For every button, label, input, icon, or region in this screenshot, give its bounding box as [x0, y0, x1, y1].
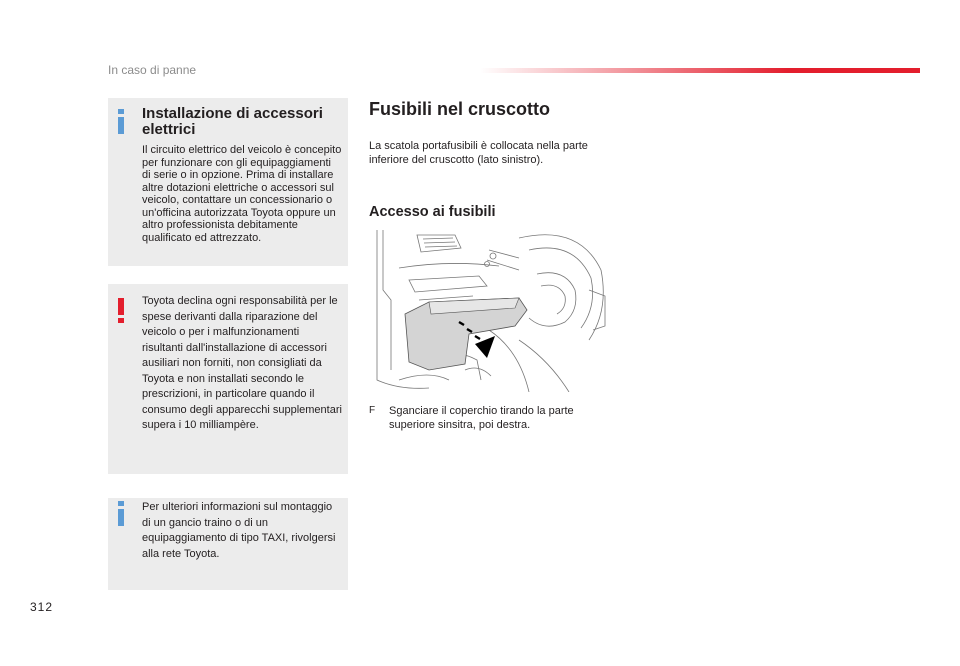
info-box-title: Installazione di accessori elettrici [142, 105, 323, 138]
header-accent-bar [480, 68, 920, 73]
dashboard-fuse-cover-illustration [369, 230, 609, 392]
info-box-2-text: Per ulteriori informazioni sul montaggio di un gancio traino o di un equipaggiamento di tipo TAXI, rivolgersi alla rete Toyota. [142, 501, 336, 560]
step-item [369, 404, 609, 432]
page-number: 312 [30, 600, 54, 614]
intro-text: La scatola portafusibili è collocata nella parte inferiore del cruscotto (lato sinistro). [369, 140, 588, 166]
info-icon [114, 108, 128, 136]
running-header-title: In caso di panne [108, 63, 197, 77]
section-title: Fusibili nel cruscotto [369, 99, 551, 119]
step-text: Sganciare il coperchio tirando la parte superiore sinsitra, poi destra. [389, 405, 574, 431]
warning-icon [114, 297, 128, 325]
info-box-text: Il circuito elettrico del veicolo è concepito per funzionare con gli equipaggiamenti di serie o in opzione. Prima di installare altre dotazioni elettriche o accessori sul veicolo, contattare un concessionario o un'officina autorizzata Toyota oppure un altro professionista debitamente qualificato ed attrezzato. [142, 144, 342, 244]
warning-box-text: Toyota declina ogni responsabilità per le spese derivanti dalla riparazione del veicolo o per i malfunzionamenti risultanti dall'installazione di accessori ausiliari non forniti, non consigliati da Toyota e non installati secondo le prescrizioni, in particolare quando il consumo degli apparecchi supplementari supera i 10 milliampère. [142, 295, 342, 431]
info-icon [114, 500, 128, 528]
step-bullet: F [369, 405, 376, 416]
subsection-title: Accesso ai fusibili [369, 204, 496, 220]
